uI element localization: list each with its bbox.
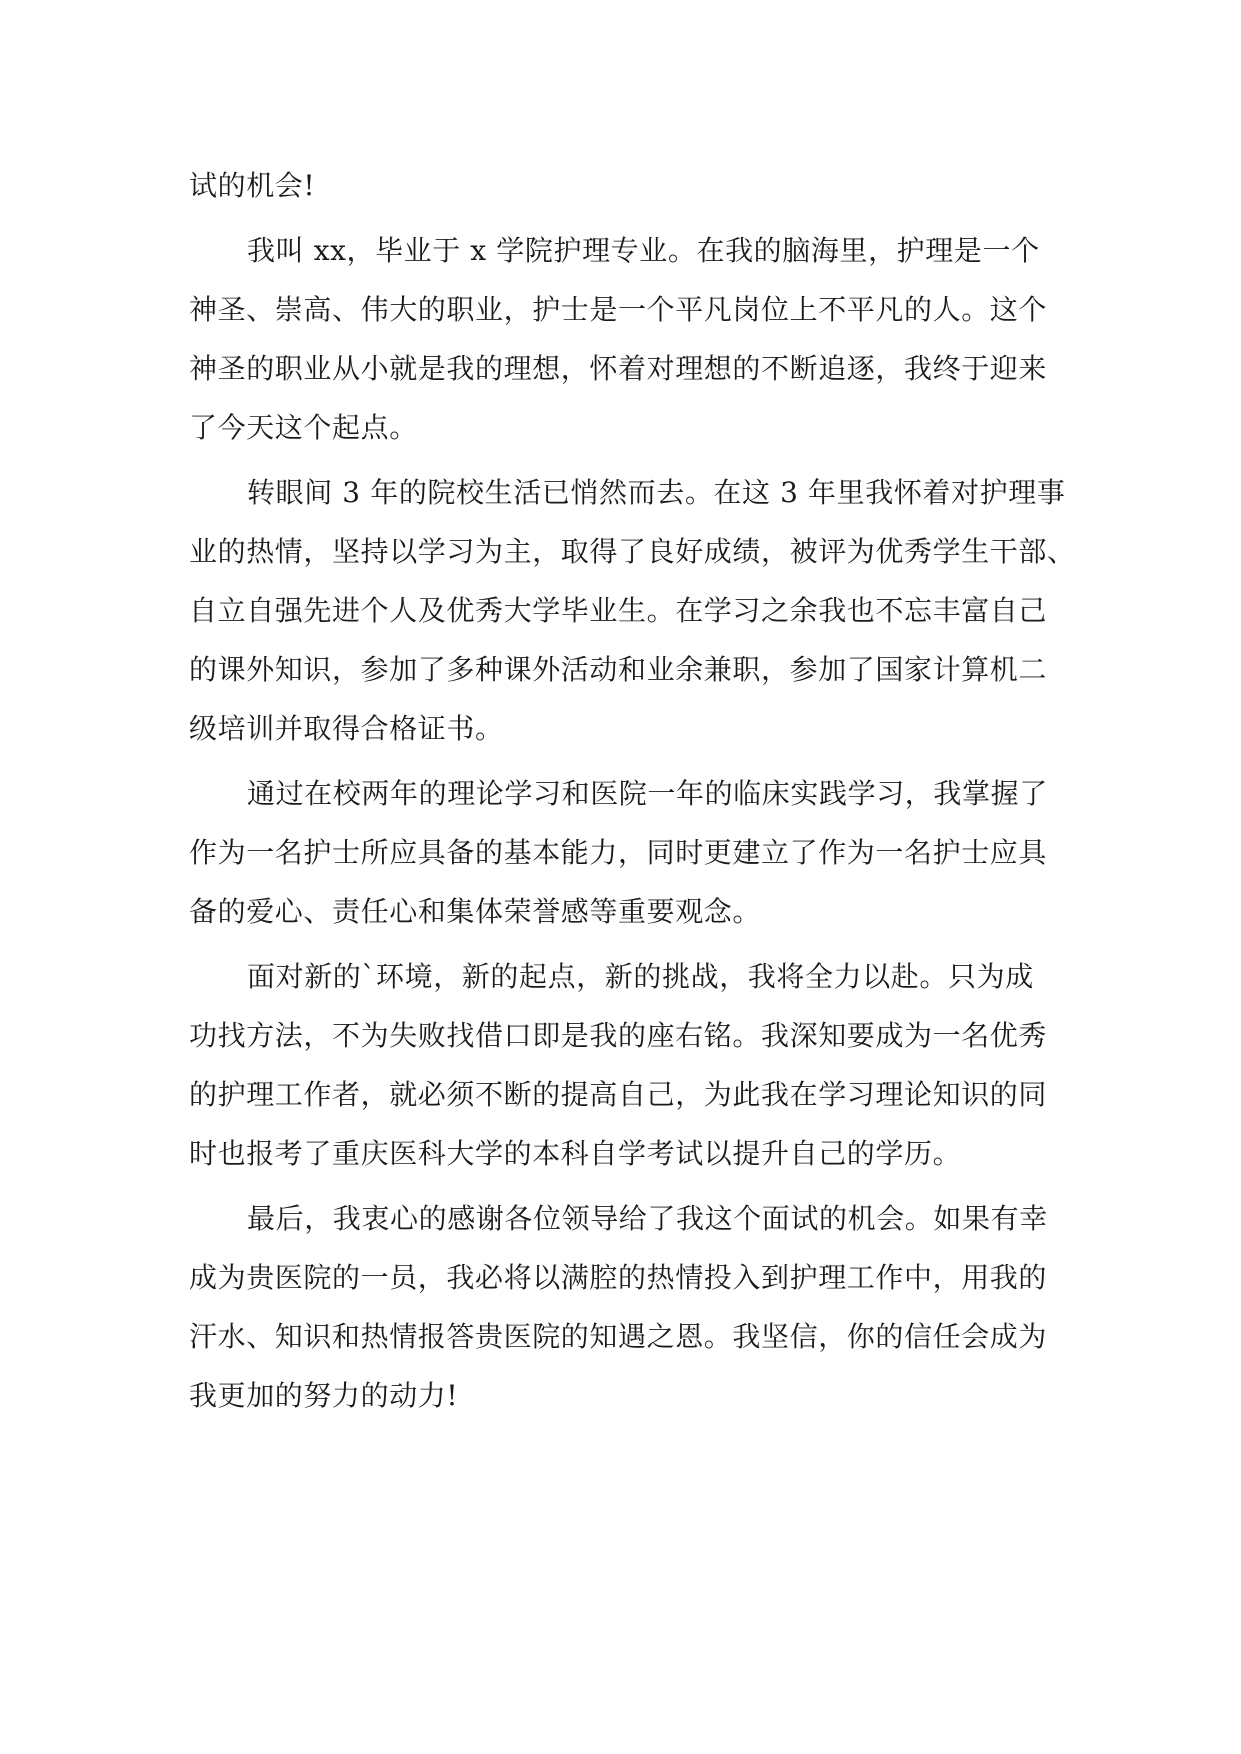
paragraph [189, 156, 1059, 215]
text-line: 业的热情，坚持以学习为主，取得了良好成绩，被评为优秀学生干部、 [189, 535, 1076, 568]
text-line: 汗水、知识和热情报答贵医院的知遇之恩。我坚信，你的信任会成为 [189, 1320, 1048, 1353]
text-line: 我更加的努力的动力! [189, 1379, 459, 1412]
text-line: 试的机会! [189, 169, 316, 202]
text-line: 时也报考了重庆医科大学的本科自学考试以提升自己的学历。 [189, 1137, 962, 1170]
paragraph [189, 463, 1076, 758]
paragraph [189, 947, 1059, 1183]
text-line: 功找方法，不为失败找借口即是我的座右铭。我深知要成为一名优秀 [189, 1019, 1048, 1052]
text-line: 成为贵医院的一员，我必将以满腔的热情投入到护理工作中，用我的 [189, 1261, 1048, 1294]
text-line: 神圣的职业从小就是我的理想，怀着对理想的不断追逐，我终于迎来 [189, 352, 1048, 385]
text-line: 了今天这个起点。 [189, 411, 418, 444]
text-line: 神圣、崇高、伟大的职业，护士是一个平凡岗位上不平凡的人。这个 [189, 293, 1048, 326]
paragraph [189, 221, 1059, 457]
text-line: 的课外知识，参加了多种课外活动和业余兼职，参加了国家计算机二 [189, 653, 1048, 686]
text-line: 通过在校两年的理论学习和医院一年的临床实践学习，我掌握了 [247, 777, 1048, 810]
text-line: 备的爱心、责任心和集体荣誉感等重要观念。 [189, 895, 762, 928]
paragraph [189, 1189, 1059, 1425]
paragraph [189, 764, 1059, 941]
text-line: 级培训并取得合格证书。 [189, 712, 504, 745]
document-body [189, 156, 1076, 1425]
text-line: 最后，我衷心的感谢各位领导给了我这个面试的机会。如果有幸 [247, 1202, 1048, 1235]
text-line: 我叫 xx，毕业于 x 学院护理专业。在我的脑海里，护理是一个 [247, 234, 1040, 267]
text-line: 面对新的`环境，新的起点，新的挑战，我将全力以赴。只为成 [247, 960, 1034, 993]
text-line: 自立自强先进个人及优秀大学毕业生。在学习之余我也不忘丰富自己 [189, 594, 1048, 627]
text-line: 作为一名护士所应具备的基本能力，同时更建立了作为一名护士应具 [189, 836, 1048, 869]
text-line: 转眼间 3 年的院校生活已悄然而去。在这 3 年里我怀着对护理事 [247, 476, 1066, 509]
text-line: 的护理工作者，就必须不断的提高自己，为此我在学习理论知识的同 [189, 1078, 1048, 1111]
